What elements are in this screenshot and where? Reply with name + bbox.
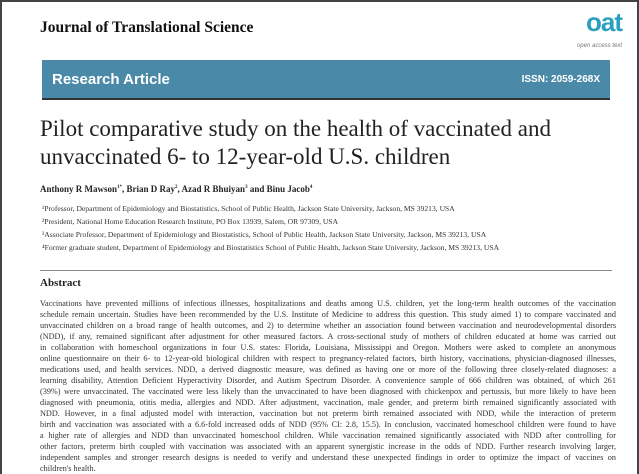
abstract-line: other factors, preterm birth coupled with vaccination was associated with an apparent synergistic increase in the odds of NDD. Further research involving larger,	[40, 442, 616, 451]
journal-name: Journal of Translational Science	[40, 19, 254, 36]
abstract-heading: Abstract	[40, 277, 81, 289]
author: Anthony R Mawson	[40, 184, 118, 194]
issn: ISSN: 2059-268X	[521, 74, 600, 85]
abstract-line: diagnosed with pneumonia, otitis media, allergies and NDD. After adjustment, vaccination, male gender, and preterm birth remained significantly associated with	[40, 398, 616, 407]
abstract-body	[40, 298, 616, 474]
author-affil-mark: 1*	[117, 185, 123, 190]
abstract-line: Vaccinations have prevented millions of infectious illnesses, hospitalizations and deaths among U.S. children, yet the long-term health outcomes of the vaccination	[40, 299, 616, 308]
affiliation: ³Associate Professor, Department of Epidemiology and Biostatistics, School of Public Health, Jackson State University, Jackson, MS 39213, USA	[42, 230, 487, 239]
author: , Azad R Bhuiyan	[177, 184, 246, 194]
abstract-line: (39%) were unvaccinated. The vaccinated were less likely than the unvaccinated to have been diagnosed with chickenpox and pertussis, but more likely to have been	[40, 387, 616, 396]
affiliation: ¹Professor, Department of Epidemiology and Biostatistics, School of Public Health, Jackson State University, Jackson, MS 39213, USA	[42, 204, 455, 213]
abstract-line: birth and vaccination was associated with a 6.6-fold increased odds of NDD (95% CI: 2.8, 15.5). In conclusion, vaccinated homeschool children were found to have	[40, 420, 616, 429]
title-line: Pilot comparative study on the health of vaccinated and	[40, 116, 551, 141]
abstract-line: independent samples and stronger research designs is needed to verify and understand these unexpected findings in order to optimize the impact of vaccines on	[40, 453, 616, 462]
abstract-line: unvaccinated children on a broad range of health outcomes, and 2) to determine whether an association found between vaccination and neurodevelopmental disorders	[40, 321, 616, 330]
author: and Binu Jacob	[247, 184, 310, 194]
author-affil-mark: 2	[175, 185, 178, 190]
abstract-line: (NDD), if any, remained significant after adjustment for other measured factors. A cross-sectional study of mothers of children educated at home was carried out	[40, 332, 616, 341]
author-list	[40, 183, 312, 195]
article-title	[40, 115, 620, 171]
abstract-line: online questionnaire on their 6- to 12-year-old biological children with respect to pregnancy-related factors, birth history, vaccinations, physician-diagnosed illnesses,	[40, 354, 616, 363]
article-type: Research Article	[52, 71, 170, 88]
divider	[40, 270, 612, 271]
abstract-line: in collaboration with homeschool organizations in four U.S. states: Florida, Louisiana, Mississippi and Oregon. Mothers were asked to complete an anonymous	[40, 343, 616, 352]
author-affil-mark: 4	[309, 185, 313, 190]
article-type-banner	[42, 60, 610, 100]
abstract-line: children's health.	[40, 464, 96, 473]
oat-logo	[558, 6, 622, 52]
logo-mark: oat	[586, 7, 622, 37]
logo-subtitle: open access text	[576, 43, 622, 49]
author-affil-mark: 3	[245, 185, 248, 190]
abstract-line: learning disability, Attention Deficient Hyperactivity Disorder, and Autism Spectrum Disorder. A convenience sample of 666 children was obtained, of which 261	[40, 376, 616, 385]
abstract-line: medications used, and health services. NDD, a derived diagnostic measure, was defined as having one or more of the following three closely-related diagnoses: a	[40, 365, 616, 374]
affiliation: ²President, National Home Education Research Institute, PO Box 13939, Salem, OR 97309, USA	[42, 217, 339, 226]
abstract-line: a higher rate of allergies and NDD than unvaccinated homeschool children. While vaccination remained significantly associated with NDD after controlling for	[40, 431, 616, 440]
abstract-line: NDD. However, in a final adjusted model with interaction, vaccination but not preterm birth remained associated with NDD, while the interaction of preterm	[40, 409, 616, 418]
abstract-line: schedule remain uncertain. Studies have been recommended by the U.S. Institute of Medicine to address this question. This study aimed 1) to compare vaccinated and	[40, 310, 616, 319]
affiliation: ⁴Former graduate student, Department of Epidemiology and Biostatistics School of Public Health, Jackson State University, Jackson, MS 39213, USA	[42, 243, 500, 252]
author: , Brian D Ray	[122, 184, 176, 194]
title-line: unvaccinated 6- to 12-year-old U.S. children	[40, 144, 451, 169]
